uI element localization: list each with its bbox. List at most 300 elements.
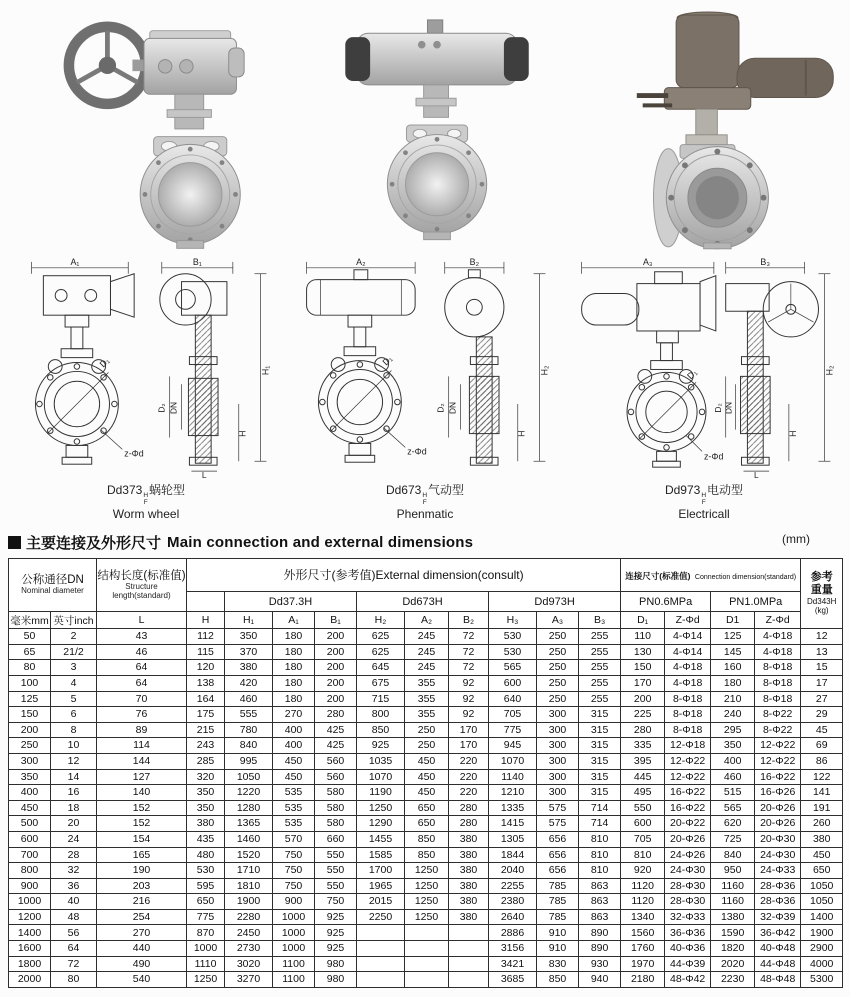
table-cell: 1100 <box>273 956 315 972</box>
table-cell: 1760 <box>621 941 665 957</box>
dim-label: D₁ <box>97 355 112 370</box>
table-cell: 295 <box>711 722 755 738</box>
table-row <box>9 753 843 769</box>
table-row <box>9 660 843 676</box>
table-cell: 255 <box>579 675 621 691</box>
table-cell: 350 <box>9 769 51 785</box>
table-cell: 1810 <box>225 878 273 894</box>
table-cell: 250 <box>537 675 579 691</box>
table-cell: 280 <box>449 800 489 816</box>
table-cell: 1710 <box>225 863 273 879</box>
table-cell: 570 <box>273 831 315 847</box>
table-cell: 12-Φ22 <box>755 738 801 754</box>
table-cell: 1250 <box>405 878 449 894</box>
column-letter-header: H₂ <box>357 612 405 629</box>
unit-note: (mm) <box>782 532 810 547</box>
table-cell: 44-Φ48 <box>755 956 801 972</box>
table-cell: 280 <box>449 816 489 832</box>
header-nominal-diameter: 公称通径DN Nominal diameter <box>9 559 97 612</box>
table-cell: 152 <box>97 800 187 816</box>
table-cell: 785 <box>537 894 579 910</box>
table-cell: 160 <box>711 660 755 676</box>
table-cell: 925 <box>315 941 357 957</box>
table-cell: 210 <box>711 691 755 707</box>
table-cell: 580 <box>315 800 357 816</box>
table-row <box>9 738 843 754</box>
table-cell: 450 <box>405 785 449 801</box>
table-cell: 575 <box>537 816 579 832</box>
table-cell: 8-Φ22 <box>755 707 801 723</box>
table-cell: 32 <box>51 863 97 879</box>
table-cell: 925 <box>357 738 405 754</box>
table-cell: 72 <box>449 644 489 660</box>
table-cell: 24-Φ30 <box>665 863 711 879</box>
table-cell: 420 <box>225 675 273 691</box>
table-cell: 24-Φ33 <box>755 863 801 879</box>
section-title <box>0 522 850 558</box>
table-cell: 910 <box>537 941 579 957</box>
caption-model-line: Dd373 H F 蜗轮型 <box>106 483 186 506</box>
table-cell: 225 <box>621 707 665 723</box>
table-cell: 180 <box>273 691 315 707</box>
table-cell: 750 <box>273 863 315 879</box>
table-cell: 1700 <box>357 863 405 879</box>
dim-label: H <box>787 430 798 437</box>
table-cell: 170 <box>449 738 489 754</box>
table-cell: 1120 <box>621 878 665 894</box>
dim-label: H <box>516 430 527 437</box>
table-cell: 350 <box>187 785 225 801</box>
table-cell: 8-Φ18 <box>755 660 801 676</box>
table-cell: 4-Φ18 <box>755 629 801 645</box>
table-cell: 191 <box>801 800 843 816</box>
table-cell: 28-Φ36 <box>755 894 801 910</box>
table-cell: 250 <box>9 738 51 754</box>
dim-label: H₂ <box>539 365 550 376</box>
table-cell <box>449 941 489 957</box>
table-cell: 200 <box>315 660 357 676</box>
table-cell: 535 <box>273 816 315 832</box>
valve-body <box>140 144 240 244</box>
table-cell: 1035 <box>357 753 405 769</box>
table-cell: 380 <box>449 863 489 879</box>
header-structure-length: 结构长度(标准值) Structure length(standard) <box>97 559 187 612</box>
table-cell: 3020 <box>225 956 273 972</box>
table-cell: 2250 <box>357 909 405 925</box>
table-cell: 320 <box>187 769 225 785</box>
table-cell: 1585 <box>357 847 405 863</box>
table-cell: 380 <box>449 909 489 925</box>
table-cell: 850 <box>357 722 405 738</box>
table-cell: 200 <box>315 644 357 660</box>
table-cell <box>405 941 449 957</box>
table-cell: 550 <box>315 847 357 863</box>
table-cell: 2730 <box>225 941 273 957</box>
dim-label: A₁ <box>70 256 80 267</box>
table-cell: 925 <box>315 925 357 941</box>
table-cell: 114 <box>97 738 187 754</box>
table-cell <box>357 941 405 957</box>
table-cell: 144 <box>97 753 187 769</box>
table-cell: 575 <box>537 800 579 816</box>
caption-model-line: Dd673 H F 气动型 <box>385 483 465 506</box>
drawing-electric <box>566 254 842 522</box>
table-cell: 125 <box>9 691 51 707</box>
table-cell: 315 <box>579 722 621 738</box>
table-cell: 127 <box>97 769 187 785</box>
table-cell: 810 <box>579 831 621 847</box>
column-letter-header: H₃ <box>489 612 537 629</box>
table-cell: 2 <box>51 629 97 645</box>
column-letter-header: D₁ <box>621 612 665 629</box>
table-cell: 50 <box>9 629 51 645</box>
pneumatic-valve-photo <box>330 0 545 250</box>
table-cell: 2280 <box>225 909 273 925</box>
table-cell: 8-Φ18 <box>665 691 711 707</box>
table-cell: 863 <box>579 909 621 925</box>
table-cell: 650 <box>801 863 843 879</box>
table-cell: 64 <box>97 660 187 676</box>
table-cell: 425 <box>315 738 357 754</box>
table-cell: 220 <box>449 769 489 785</box>
table-cell: 250 <box>537 691 579 707</box>
table-cell: 1305 <box>489 831 537 847</box>
table-cell: 930 <box>579 956 621 972</box>
table-cell: 1000 <box>273 909 315 925</box>
table-cell: 180 <box>273 644 315 660</box>
table-cell: 43 <box>97 629 187 645</box>
table-cell: 32-Φ33 <box>665 909 711 925</box>
table-cell: 4000 <box>801 956 843 972</box>
dim-label: A₃ <box>642 256 653 267</box>
caption-en: Worm wheel <box>112 507 180 521</box>
table-cell: 48-Φ42 <box>665 972 711 988</box>
table-row <box>9 831 843 847</box>
table-cell: 92 <box>449 691 489 707</box>
table-cell: 8-Φ18 <box>665 722 711 738</box>
table-cell: 315 <box>579 753 621 769</box>
table-cell: 355 <box>405 707 449 723</box>
table-cell: 910 <box>537 925 579 941</box>
table-cell: 785 <box>537 909 579 925</box>
table-cell: 2000 <box>9 972 51 988</box>
table-cell: 125 <box>711 629 755 645</box>
table-cell: 8 <box>51 722 97 738</box>
table-cell: 80 <box>51 972 97 988</box>
worm-wheel-valve-photo <box>40 2 300 252</box>
table-cell: 92 <box>449 675 489 691</box>
table-cell: 165 <box>97 847 187 863</box>
table-row <box>9 925 843 941</box>
table-cell: 20-Φ22 <box>665 816 711 832</box>
table-cell: 200 <box>621 691 665 707</box>
table-cell: 28-Φ30 <box>665 894 711 910</box>
table-cell: 980 <box>315 956 357 972</box>
table-cell: 315 <box>579 707 621 723</box>
table-cell: 1460 <box>225 831 273 847</box>
table-cell: 17 <box>801 675 843 691</box>
table-cell: 1250 <box>405 909 449 925</box>
header-pn06: PN0.6MPa <box>621 592 711 612</box>
table-cell: 1160 <box>711 878 755 894</box>
table-cell: 72 <box>449 629 489 645</box>
table-cell: 700 <box>9 847 51 863</box>
table-cell: 1455 <box>357 831 405 847</box>
table-cell: 250 <box>405 722 449 738</box>
table-cell: 24 <box>51 831 97 847</box>
table-cell: 180 <box>273 675 315 691</box>
table-cell: 245 <box>405 629 449 645</box>
table-cell: 900 <box>273 894 315 910</box>
table-cell: 380 <box>449 878 489 894</box>
table-cell: 255 <box>579 629 621 645</box>
table-cell <box>405 925 449 941</box>
table-cell: 220 <box>449 785 489 801</box>
table-row <box>9 956 843 972</box>
table-cell: 200 <box>315 691 357 707</box>
table-cell: 250 <box>537 629 579 645</box>
table-cell: 550 <box>621 800 665 816</box>
table-cell: 870 <box>187 925 225 941</box>
table-cell: 1250 <box>187 972 225 988</box>
table-cell: 40-Φ36 <box>665 941 711 957</box>
table-cell: 215 <box>187 722 225 738</box>
column-letter-header: A₁ <box>273 612 315 629</box>
table-cell: 28 <box>51 847 97 863</box>
table-cell: 850 <box>405 847 449 863</box>
table-cell: 8-Φ18 <box>755 691 801 707</box>
table-cell: 1844 <box>489 847 537 863</box>
table-cell: 270 <box>97 925 187 941</box>
table-cell: 300 <box>537 738 579 754</box>
table-cell: 280 <box>621 722 665 738</box>
dim-label: H₂ <box>824 365 835 376</box>
table-cell: 535 <box>273 785 315 801</box>
table-cell: 72 <box>51 956 97 972</box>
table-cell: 300 <box>537 707 579 723</box>
table-cell: 600 <box>621 816 665 832</box>
table-cell: 1365 <box>225 816 273 832</box>
column-letter-header: Z-Φd <box>755 612 801 629</box>
dim-label: A₂ <box>356 256 366 267</box>
table-cell: 425 <box>315 722 357 738</box>
table-cell: 580 <box>315 816 357 832</box>
table-cell: 12-Φ22 <box>755 753 801 769</box>
table-cell: 10 <box>51 738 97 754</box>
table-cell: 890 <box>579 941 621 957</box>
table-cell: 36 <box>51 878 97 894</box>
table-cell <box>449 972 489 988</box>
caption-model-line: Dd973 H F 电动型 <box>664 483 744 506</box>
column-letter-header: Z-Φd <box>665 612 711 629</box>
table-cell: 625 <box>357 644 405 660</box>
table-cell: 380 <box>449 831 489 847</box>
table-cell: 780 <box>225 722 273 738</box>
table-cell: 45 <box>801 722 843 738</box>
table-cell: 2040 <box>489 863 537 879</box>
valve-body <box>654 147 769 249</box>
table-cell: 20-Φ26 <box>755 800 801 816</box>
dim-label: DN <box>168 401 179 415</box>
table-cell: 400 <box>273 722 315 738</box>
dim-label: H₁ <box>260 365 271 376</box>
table-cell: 560 <box>315 753 357 769</box>
table-cell: 335 <box>621 738 665 754</box>
table-cell: 705 <box>621 831 665 847</box>
table-row <box>9 878 843 894</box>
table-cell: 355 <box>405 675 449 691</box>
header-pn10: PN1.0MPa <box>711 592 801 612</box>
table-cell: 260 <box>801 816 843 832</box>
table-cell <box>449 925 489 941</box>
table-cell: 8-Φ18 <box>755 675 801 691</box>
table-cell: 395 <box>621 753 665 769</box>
table-cell: 216 <box>97 894 187 910</box>
dim-label: H <box>237 430 248 437</box>
table-cell: 800 <box>357 707 405 723</box>
table-cell: 4-Φ18 <box>755 644 801 660</box>
column-letter-header: H <box>187 612 225 629</box>
table-row <box>9 863 843 879</box>
table-cell: 2180 <box>621 972 665 988</box>
table-cell: 565 <box>711 800 755 816</box>
table-cell: 1400 <box>9 925 51 941</box>
header-external-dimension: 外形尺寸(参考值)External dimension(consult) <box>187 559 621 592</box>
table-cell: 24-Φ26 <box>665 847 711 863</box>
table-cell: 3270 <box>225 972 273 988</box>
table-cell: 650 <box>187 894 225 910</box>
table-row <box>9 785 843 801</box>
table-cell: 450 <box>801 847 843 863</box>
table-cell: 830 <box>537 956 579 972</box>
table-cell: 1000 <box>273 941 315 957</box>
table-cell: 650 <box>405 800 449 816</box>
table-cell: 3156 <box>489 941 537 957</box>
table-cell: 8-Φ18 <box>665 707 711 723</box>
table-cell: 250 <box>405 738 449 754</box>
technical-drawings <box>0 252 850 522</box>
table-cell: 775 <box>489 722 537 738</box>
table-row <box>9 847 843 863</box>
table-cell: 16-Φ26 <box>755 785 801 801</box>
table-cell: 785 <box>537 878 579 894</box>
table-cell: 1070 <box>357 769 405 785</box>
table-cell: 863 <box>579 894 621 910</box>
header-group-dd373h: Dd37.3H <box>225 592 357 612</box>
table-cell <box>449 956 489 972</box>
dimensions-table <box>8 558 843 988</box>
table-cell: 280 <box>315 707 357 723</box>
table-cell: 530 <box>489 644 537 660</box>
table-cell: 1100 <box>273 972 315 988</box>
table-cell: 535 <box>273 800 315 816</box>
table-cell: 170 <box>621 675 665 691</box>
table-cell: 72 <box>449 660 489 676</box>
table-cell: 254 <box>97 909 187 925</box>
table-cell: 255 <box>579 691 621 707</box>
dim-label: B₃ <box>760 256 770 267</box>
header-connection-dimension: 连接尺寸(标准值) Connection dimension(standard) <box>621 559 801 592</box>
electric-valve-photo <box>570 0 850 250</box>
table-cell: 115 <box>187 644 225 660</box>
table-cell: 1210 <box>489 785 537 801</box>
table-cell: 46 <box>97 644 187 660</box>
table-row <box>9 644 843 660</box>
table-cell: 980 <box>315 972 357 988</box>
table-cell: 850 <box>537 972 579 988</box>
table-cell: 245 <box>405 644 449 660</box>
table-cell: 380 <box>187 816 225 832</box>
table-cell: 164 <box>187 691 225 707</box>
dim-label: z-Φd <box>124 448 144 459</box>
table-cell: 595 <box>187 878 225 894</box>
table-cell: 56 <box>51 925 97 941</box>
table-cell: 1800 <box>9 956 51 972</box>
table-row <box>9 816 843 832</box>
table-cell: 32-Φ39 <box>755 909 801 925</box>
table-cell: 3 <box>51 660 97 676</box>
table-cell: 863 <box>579 878 621 894</box>
dim-label: D₂ <box>712 403 723 413</box>
table-cell: 13 <box>801 644 843 660</box>
column-letter-header: A₂ <box>405 612 449 629</box>
table-cell: 1970 <box>621 956 665 972</box>
table-cell <box>405 956 449 972</box>
table-cell: 44-Φ39 <box>665 956 711 972</box>
table-cell: 65 <box>9 644 51 660</box>
table-cell: 810 <box>579 847 621 863</box>
table-cell: 656 <box>537 831 579 847</box>
table-cell: 550 <box>315 863 357 879</box>
table-cell: 255 <box>579 644 621 660</box>
table-cell: 200 <box>315 675 357 691</box>
table-cell: 8-Φ22 <box>755 722 801 738</box>
table-cell: 1560 <box>621 925 665 941</box>
table-cell: 2450 <box>225 925 273 941</box>
table-cell: 656 <box>537 847 579 863</box>
header-group-dd673h: Dd673H <box>357 592 489 612</box>
table-cell: 64 <box>97 675 187 691</box>
table-cell: 2020 <box>711 956 755 972</box>
table-cell: 300 <box>537 769 579 785</box>
table-cell: 1110 <box>187 956 225 972</box>
table-cell: 750 <box>315 894 357 910</box>
table-cell <box>357 972 405 988</box>
drawing-caption <box>287 482 563 522</box>
table-cell: 5300 <box>801 972 843 988</box>
table-cell: 2255 <box>489 878 537 894</box>
table-cell: 180 <box>711 675 755 691</box>
table-cell: 40 <box>51 894 97 910</box>
table-cell: 1380 <box>711 909 755 925</box>
table-cell: 4-Φ14 <box>665 629 711 645</box>
table-cell: 2380 <box>489 894 537 910</box>
table-cell: 925 <box>315 909 357 925</box>
table-cell: 1280 <box>225 800 273 816</box>
table-cell: 1070 <box>489 753 537 769</box>
table-cell: 400 <box>273 738 315 754</box>
table-cell: 660 <box>315 831 357 847</box>
table-cell: 995 <box>225 753 273 769</box>
drawing-pneumatic <box>287 254 563 522</box>
table-cell: 300 <box>537 785 579 801</box>
table-cell: 12-Φ18 <box>665 738 711 754</box>
table-cell: 1200 <box>9 909 51 925</box>
table-cell: 1250 <box>405 863 449 879</box>
table-cell: 900 <box>9 878 51 894</box>
table-cell: 12 <box>801 629 843 645</box>
table-cell: 1050 <box>225 769 273 785</box>
